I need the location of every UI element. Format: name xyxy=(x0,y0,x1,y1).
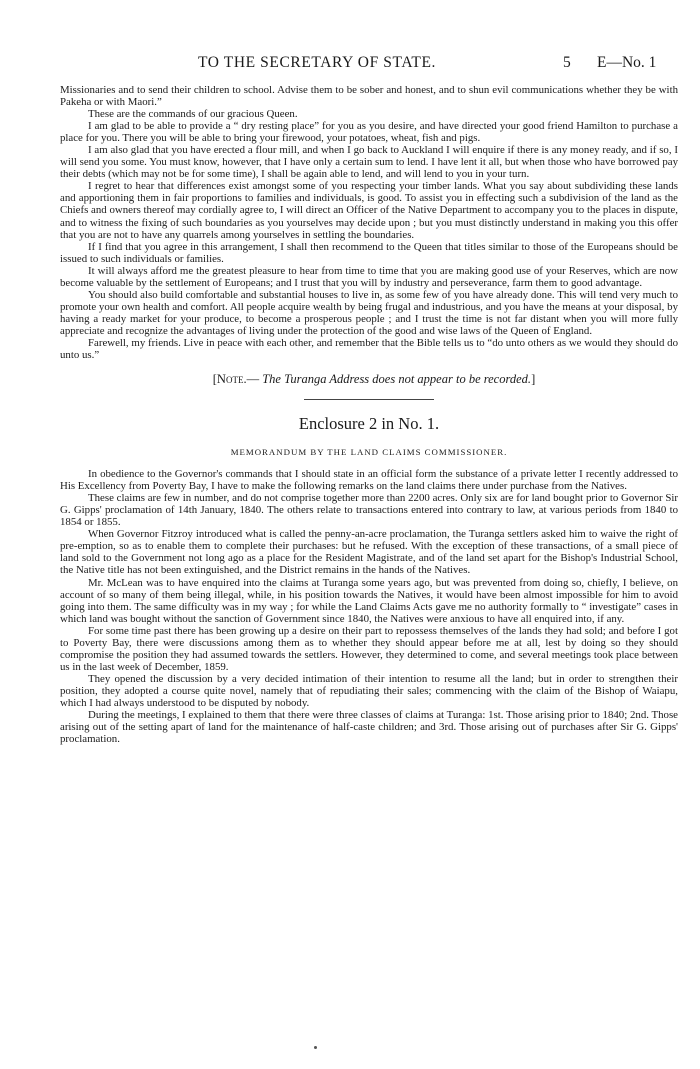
editorial-note: [Note.— The Turanga Address does not appear to be recorded.] xyxy=(212,372,536,387)
footer-mark xyxy=(314,1046,317,1049)
memorandum-paragraph: During the meetings, I explained to them that there were three classes of claims at Turanga: 1st. Those arising prior to 1840; 2nd. Those arising out of the setting apart of land for the maintenance of half-caste children; and 3rd. Those arising out of purchases after Sir G. Gipps' proclamation. xyxy=(60,709,678,746)
letter-paragraph: Missionaries and to send their children to school. Advise them to be sober and honest, and to shun evil communications whether they be with Pakeha or with Maori.” xyxy=(60,84,678,109)
memorandum-subheading: MEMORANDUM BY THE LAND CLAIMS COMMISSIONER. xyxy=(230,447,508,458)
memorandum-paragraph: These claims are few in number, and do not comprise together more than 2200 acres. Only six are for land bought prior to Governor Sir G. Gipps' proclamation of 14th January, 1840. The others relate to transactions entered into contrary to law, at various periods from 1840 to 1854 or 1855. xyxy=(60,492,678,529)
section-divider xyxy=(304,399,434,400)
note-text: The Turanga Address does not appear to be recorded. xyxy=(262,372,532,387)
letter-paragraph: You should also build comfortable and substantial houses to live in, as some few of you have already done. This will tend very much to promote your own health and comfort. All people acquire wealth by being frugal and industrious, and you have the means at your disposal, by having a ready market for your produce, to become a prosperous people ; and I trust the time is not far distant when you will more fully appreciate and recognize the advantages of living under the protection of the good and wise laws of the Queen of England. xyxy=(60,288,678,337)
letter-paragraph: I am glad to be able to provide a “ dry resting place” for you as you desire, and have directed your good friend Hamilton to purchase a place for you. There you will be able to bring your firewood, your potatoes, wheat, fish and pigs. xyxy=(60,120,678,145)
page-number: 5 xyxy=(563,54,571,71)
letter-paragraph: I regret to hear that differences exist amongst some of you respecting your timber lands. What you say about subdividing these lands and apportioning them in fair proportions to families and individuals, is good. To assist you in effecting such a subdivision of the land as the Chiefs and owners thereof may cordially agree to, I will direct an Officer of the Native Department to accompany you to the places in dispute, and to witness the fixing of such boundaries as you yourselves may decide upon ; but you must distinctly understand in making you this offer that you are not to have any quarrels among yourselves in settling the boundaries. xyxy=(60,180,678,241)
enclosure-heading: Enclosure 2 in No. 1. xyxy=(298,414,440,434)
letter-paragraph: These are the commands of our gracious Queen. xyxy=(88,108,298,121)
letter-paragraph: It will always afford me the greatest pleasure to hear from time to time that you are making good use of your Reserves, which are now become valuable by the settlement of Europeans; and I trust that you will by industry and perseverance, farm them to good advantage. xyxy=(60,264,678,289)
memorandum-paragraph: In obedience to the Governor's commands that I should state in an official form the substance of a private letter I recently addressed to His Excellency from Poverty Bay, I have to make the following remarks on the land claims there under purchase from the Natives. xyxy=(60,468,678,493)
memorandum-paragraph: For some time past there has been growing up a desire on their part to repossess themselves of the lands they had sold; and before I got to Poverty Bay, there were discussions among them as to whether they should appear before me at all, lest by doing so they should compromise the position they had assumed towards the settlers. However, they determined to come, and several meetings took place between us in the last week of December, 1859. xyxy=(60,624,678,673)
memorandum-paragraph: Mr. McLean was to have enquired into the claims at Turanga some years ago, but was prevented from doing so, chiefly, I believe, on account of so many of them being illegal, while, in his position towards the Natives, it would have been almost impossible for him to avoid going into them. The same difficulty was in my way ; for while the Land Claims Acts gave me no authority formally to “ investigate” cases in which land was bought without the sanction of Government since 1840, the Natives were anxious to have all enquired into, if any. xyxy=(60,576,678,625)
letter-paragraph: Farewell, my friends. Live in peace with each other, and remember that the Bible tells us to “do unto others as we would they should do unto us.” xyxy=(60,336,678,362)
header-title: TO THE SECRETARY OF STATE. xyxy=(198,54,437,71)
memorandum-paragraph: When Governor Fitzroy introduced what is called the penny-an-acre proclamation, the Turanga settlers asked him to waive the right of pre-emption, so as to enable them to complete their purchases: but he refused. With the exception of these transactions, of a small piece of land sold to the Government not long ago as a place for the Resident Magistrate, and of the land set apart for the Bishop's Industrial School, the Native title has not been extinguished, and the District remains in the hands of the Natives. xyxy=(60,528,678,577)
running-header xyxy=(60,54,682,76)
letter-paragraph: I am also glad that you have erected a flour mill, and when I go back to Auckland I will enquire if there is any money ready, and if so, I will send you some. You must know, however, that I have only a certain sum to lend. I have lent it all, but when those who have borrowed pay their debts (which may not be for some time), I shall be again able to lend, and will lend to you in your turn. xyxy=(60,144,678,181)
note-label: Note. xyxy=(216,372,247,387)
page-body xyxy=(60,84,678,745)
letter-paragraph: If I find that you agree in this arrangement, I shall then recommend to the Queen that titles similar to those of the Europeans should be issued to such individuals or families. xyxy=(60,240,678,265)
document-reference: E—No. 1 xyxy=(597,54,657,71)
memorandum-paragraph: They opened the discussion by a very decided intimation of their intention to resume all the land; but in order to strengthen their position, they adopted a course quite novel, namely that of repudiating their sales; commencing with the claim of the Bishop of Waiapu, which I had always understood to be disputed by nobody. xyxy=(60,672,678,709)
page-footer xyxy=(0,1044,700,1054)
